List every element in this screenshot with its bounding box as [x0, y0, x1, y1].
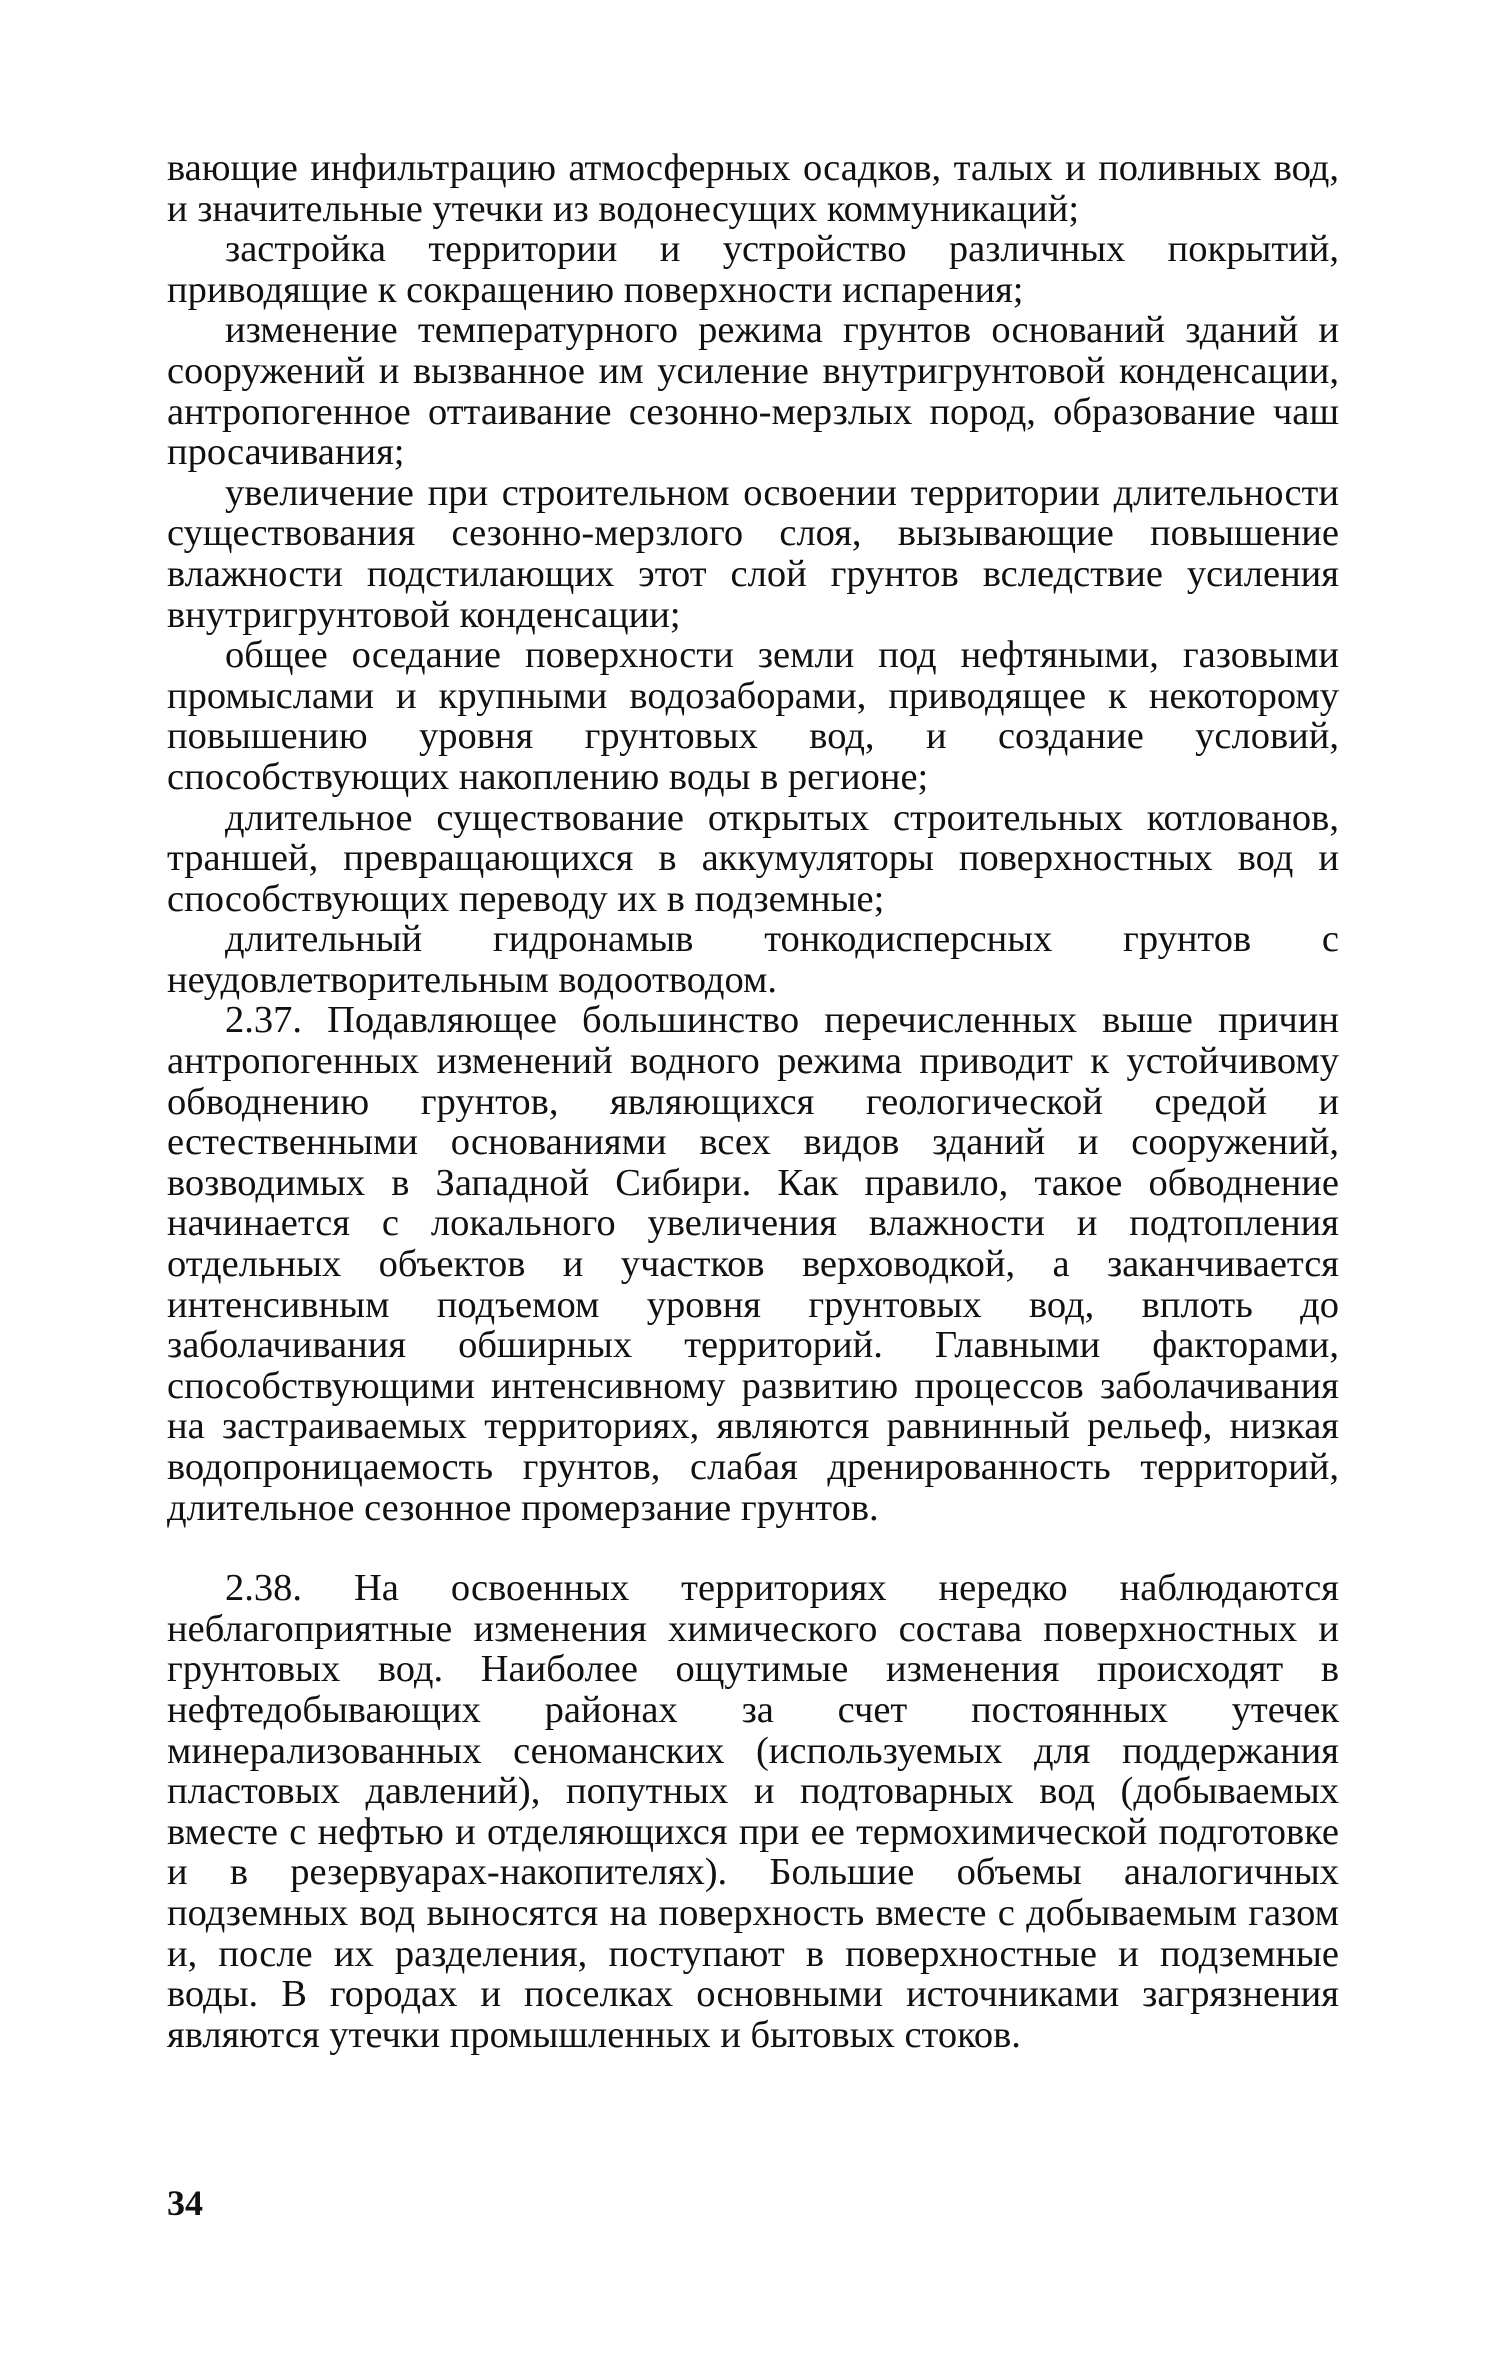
- list-item-paragraph: длительное существование открытых строительных котлованов, траншей, превращающихся в аккумуляторы поверхностных вод и способствующих переводу их в подземные;: [167, 796, 1339, 920]
- list-item-paragraph: общее оседание поверхности земли под нефтяными, газовыми промыслами и крупными водозаборами, приводящее к некоторому повышению уровня грунтовых вод, и создание условий, способствующих накоплению воды в регионе;: [167, 634, 1339, 798]
- paragraph-continuation: вающие инфильтрацию атмосферных осадков, талых и поливных вод, и значительные утечки из водонесущих коммуникаций;: [167, 147, 1339, 230]
- section-paragraph-2-38: 2.38. На освоенных территориях нередко наблюдаются неблагоприятные изменения химического состава поверхностных и грунтовых вод. Наиболее ощутимые изменения происходят в нефтедобывающих районах за счет постоянных утечек минерализованных сеноманских (используемых для поддержания пластовых давлений), попутных и подтоварных вод (добываемых вместе с нефтью и отделяющихся при ее термохимической подготовке и в резервуарах-накопителях). Большие объемы аналогичных подземных вод выносятся на поверхность вместе с добываемым газом и, после их разделения, поступают в поверхностные и подземные воды. В городах и поселках основными источниками загрязнения являются утечки промышленных и бытовых стоков.: [167, 1567, 1339, 2056]
- list-item-paragraph: изменение температурного режима грунтов оснований зданий и сооружений и вызванное им усиление внутригрунтовой конденсации, антропогенное оттаивание сезонно-мерзлых пород, образование чаш просачивания;: [167, 309, 1339, 474]
- list-item-paragraph: увеличение при строительном освоении территории длительности существования сезонно-мерзлого слоя, вызывающие повышение влажности подстилающих этот слой грунтов вследствие усиления внутригрунтовой конденсации;: [167, 471, 1339, 636]
- section-paragraph-2-37: 2.37. Подавляющее большинство перечисленных выше причин антропогенных изменений водного режима приводит к устойчивому обводнению грунтов, являющихся геологической средой и естественными основаниями всех видов зданий и сооружений, возводимых в Западной Сибири. Как правило, такое обводнение начинается с локального увеличения влажности и подтопления отдельных объектов и участков верховодкой, а заканчивается интенсивным подъемом уровня грунтовых вод, вплоть до заболачивания обширных территорий. Главными факторами, способствующими интенсивному развитию процессов заболачивания на застраиваемых территориях, являются равнинный рельеф, низкая водопроницаемость грунтов, слабая дренированность территорий, длительное сезонное промерзание грунтов.: [167, 999, 1339, 1529]
- body-text: [167, 148, 1339, 2055]
- list-item-paragraph: длительный гидронамыв тонкодисперсных грунтов с неудовлетворительным водоотводом.: [167, 918, 1339, 1001]
- list-item-paragraph: застройка территории и устройство различных покрытий, приводящие к сокращению поверхности испарения;: [167, 228, 1339, 311]
- page-number: 34: [167, 2183, 203, 2223]
